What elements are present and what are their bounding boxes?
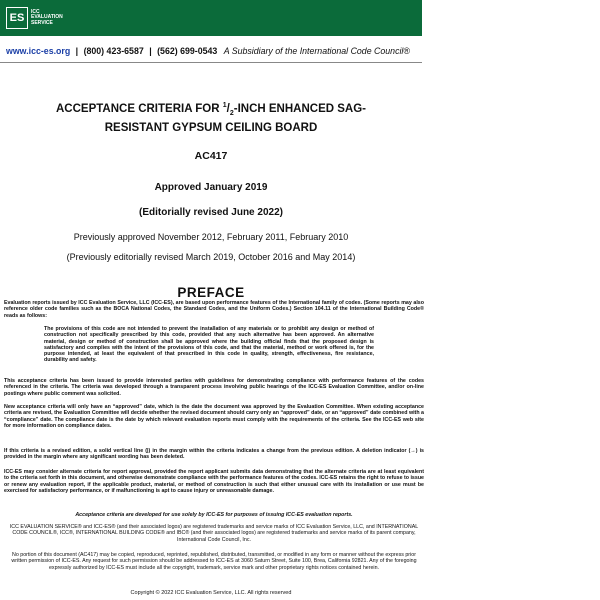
title-line1-post: -INCH ENHANCED SAG- [233,102,366,115]
preface-paragraph-1: Evaluation reports issued by ICC Evaluation Service, LLC (ICC-ES), are based upon performance features of the International family of codes. (Some reports may also reference older code families such as the BOCA National Codes, the Standard Codes, and the Uniform Codes.) Section 104.11 of the International Building Code® reads as follows: [4,300,424,319]
website-link[interactable]: www.icc-es.org [6,46,71,56]
preface-heading: PREFACE [177,285,245,300]
preface-paragraph-4: New acceptance criteria will only have an “approved” date, which is the date the document was approved by the Evaluation Committee. When existing acceptance criteria are revised, the Evaluation Committee will decide whether the revised document should carry only an “approved” date, or an “approved” date combined with a “compliance” date. The compliance date is the date by which relevant evaluation reports must comply with the requirements of the criteria. See the ICC-ES web site for more information on compliance dates. [4,404,424,429]
copyright-notice: Copyright © 2022 ICC Evaluation Service, LLC. All rights reserved [130,590,292,596]
contact-line [6,46,410,56]
phone-1: (800) 423-6587 [83,46,144,56]
preface-paragraph-6: ICC-ES may consider alternate criteria for report approval, provided the report applicant submits data demonstrating that the alternate criteria are at least equivalent to the criteria set forth in this document, and otherwise demonstrate compliance with the performance features of the codes. ICC-ES retains the right to refuse to issue or renew any evaluation report, if the applicable product, material, or method of construction is such that either unusual care with its installation or use must be exercised for satisfactory performance, or if malfunctioning is apt to cause injury or unreasonable damage. [4,469,425,494]
subsidiary-text: A Subsidiary of the International Code Council® [223,46,410,56]
separator: | [75,46,79,56]
separator: | [149,46,152,56]
preface-quote: The provisions of this code are not intended to prevent the installation of any materials or to prohibit any design or method of construction not specifically prescribed by this code, provided that any such alternative has been approved. An alternative material, design or method of construction shall be approved where the building official finds that the proposed design is satisfactory and complies with the intent of the provisions of this code, and that the material, method or work offered is, for the purpose intended, at least the equivalent of that prescribed in this code in quality, strength, effectiveness, fire resistance, durability and safety. [44,326,374,364]
header-banner [0,0,422,36]
preface-paragraph-5: If this criteria is a revised edition, a solid vertical line (|) in the margin within the criteria indicates a change from the previous edition. A deletion indicator (→) is provided in the margin where any significant wording has been deleted. [4,448,424,461]
logo-line-3: SERVICE [31,19,53,26]
logo-line-1: ICC [31,8,40,15]
title-line1-pre: ACCEPTANCE CRITERIA FOR [55,102,223,115]
phone-2: (562) 699-0543 [157,46,218,56]
icc-es-logo [6,6,63,30]
logo-line-2: EVALUATION [31,14,63,21]
preface-paragraph-3: This acceptance criteria has been issued to provide interested parties with guidelines for demonstrating compliance with performance features of the codes referenced in the criteria. The criteria was developed through a transparent process involving public hearings of the ICC-ES Evaluation Committee, and/or on-line postings where public comment was solicited. [4,378,424,397]
permission-notice: No portion of this document (AC417) may be copied, reproduced, reprinted, republished, distributed, transmitted, or modified in any form or manner without the express prior written permission of ICC-ES. Any request for such permission should be addressed to ICC-ES at 3060 Saturn Street, Suite 100, Brea, California 92821. Any of the foregoing expressly authorized by ICC-ES must include all the copyright, trademark, service mark and other proprietary rights notices contained herein. [11,552,417,571]
fraction-denominator: 2 [229,110,234,118]
trademark-notice: ICC EVALUATION SERVICE® and ICC-ES® (and their associated logos) are registered trademarks and service marks of ICC Evaluation Service, LLC, and INTERNATIONAL CODE COUNCIL®, ICC®, INTERNATIONAL BUILDING CODE® and IBC® (and their associated logos) are registered trademarks and service marks of its parent company, International Code Council, Inc. [9,524,419,543]
title-line2: RESISTANT GYPSUM CEILING BOARD [104,122,318,135]
previous-approvals: Previously approved November 2012, February 2011, February 2010 [73,232,349,242]
header-rule [0,62,422,63]
editorial-revision: (Editorially revised June 2022) [139,207,283,218]
document-title: ACCEPTANCE CRITERIA FOR $^1/_2$-INCH ENHANCED SAG- RESISTANT GYPSUM CEILING BOARD [55,102,366,135]
document-code: AC417 [194,150,228,162]
previous-editorial-revisions: (Previously editorially revised March 2019, October 2016 and May 2014) [66,252,356,262]
fraction-numerator: 1 [222,102,227,109]
logo-words [31,10,63,27]
approved-date: Approved January 2019 [154,182,268,193]
preface-paragraph-7: Acceptance criteria are developed for use solely by ICC-ES for purposes of issuing ICC-ES evaluation reports. [75,512,353,518]
logo-mark: ES [6,7,28,29]
